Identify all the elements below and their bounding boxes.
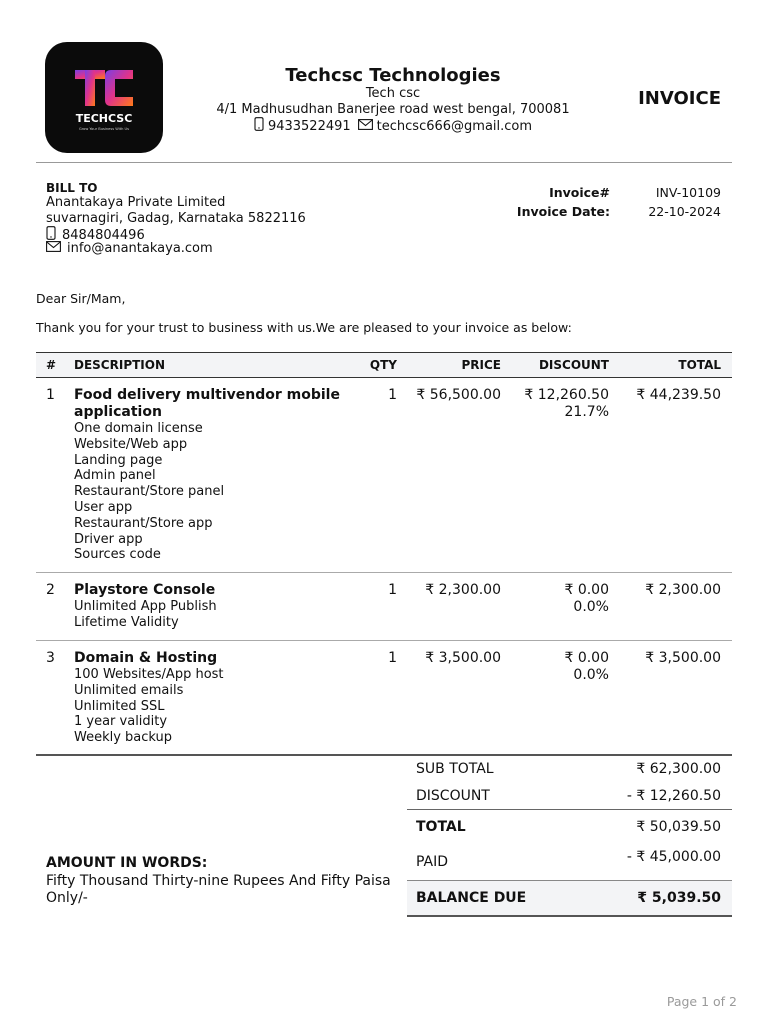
item-detail: Restaurant/Store panel — [74, 484, 225, 500]
item-title: Food delivery multivendor mobile application — [74, 387, 340, 420]
bill-to-label: BILL TO — [46, 181, 98, 195]
row-discount-amount: ₹ 0.00 — [564, 650, 609, 666]
col-description: DESCRIPTION — [74, 358, 166, 372]
table-bottom-border — [36, 754, 732, 756]
item-detail: 100 Websites/App host — [74, 667, 224, 682]
row-qty: 1 — [388, 387, 397, 403]
item-detail: 1 year validity — [74, 714, 168, 730]
col-qty: QTY — [369, 358, 397, 372]
page-number: Page 1 of 2 — [666, 994, 737, 1009]
company-phone: 9433522491 — [267, 118, 351, 134]
phone-icon — [254, 117, 264, 135]
balance-due-label: BALANCE DUE — [416, 890, 527, 906]
row-discount — [564, 650, 609, 684]
row-description — [74, 582, 364, 631]
bill-to-email-line — [46, 241, 213, 257]
mail-icon — [358, 119, 373, 134]
total-label: TOTAL — [416, 819, 466, 835]
item-detail: Admin panel — [74, 468, 156, 484]
col-discount: DISCOUNT — [538, 358, 609, 372]
row-num: 3 — [46, 650, 55, 666]
col-price: PRICE — [461, 358, 501, 372]
row-divider — [36, 572, 732, 573]
col-num: # — [46, 358, 57, 372]
item-title: Domain & Hosting — [74, 650, 218, 666]
item-detail: Website/Web app — [74, 436, 188, 452]
header-divider — [36, 162, 732, 163]
company-logo — [45, 42, 163, 153]
table-header — [36, 352, 732, 378]
paid-value: - ₹ 45,000.00 — [626, 849, 721, 865]
subtotal-value: ₹ 62,300.00 — [636, 761, 721, 777]
paid-label: PAID — [416, 854, 449, 870]
bill-to-address: suvarnagiri, Gadag, Karnataka 5822116 — [46, 211, 306, 226]
item-detail: Unlimited SSL — [74, 698, 165, 714]
company-address: 4/1 Madhusudhan Banerjee road west bengal, 700081 — [216, 102, 570, 117]
item-detail: Restaurant/Store app — [74, 515, 213, 531]
row-discount — [524, 387, 609, 421]
row-description — [74, 650, 364, 746]
invoice-number-label: Invoice# — [549, 185, 610, 200]
row-total: ₹ 2,300.00 — [645, 582, 721, 598]
row-discount-amount: ₹ 12,260.50 — [524, 387, 609, 403]
bill-to-name: Anantakaya Private Limited — [46, 195, 226, 210]
row-num: 2 — [46, 582, 55, 598]
item-title: Playstore Console — [74, 582, 216, 598]
row-num: 1 — [46, 387, 55, 403]
row-discount — [564, 582, 609, 616]
mail-icon — [46, 241, 61, 257]
company-contact — [200, 117, 586, 135]
logo-wordmark: TECHCSC — [75, 112, 133, 125]
item-detail: Unlimited emails — [74, 682, 184, 698]
discount-value: - ₹ 12,260.50 — [626, 788, 721, 804]
document-title: INVOICE — [638, 88, 721, 109]
item-detail: Landing page — [74, 452, 163, 468]
balance-due-value: ₹ 5,039.50 — [637, 890, 721, 906]
amount-in-words: Fifty Thousand Thirty-nine Rupees And Fifty Paisa Only/- — [46, 873, 391, 906]
company-name: Techcsc Technologies — [285, 65, 501, 86]
subtotal-label: SUB TOTAL — [416, 761, 494, 777]
invoice-date: 22-10-2024 — [648, 204, 721, 219]
total-value: ₹ 50,039.50 — [636, 819, 721, 835]
logo-slogan: Grow Your Business With Us — [78, 127, 130, 131]
item-detail: Unlimited App Publish — [74, 599, 217, 614]
item-detail: Driver app — [74, 531, 143, 547]
intro-text: Thank you for your trust to business with us.We are pleased to your invoice as below: — [36, 320, 572, 335]
row-qty: 1 — [388, 582, 397, 598]
bill-to-email: info@anantakaya.com — [67, 241, 213, 256]
row-qty: 1 — [388, 650, 397, 666]
amount-in-words-label: AMOUNT IN WORDS: — [46, 855, 208, 871]
discount-label: DISCOUNT — [416, 788, 490, 804]
invoice-date-label: Invoice Date: — [516, 204, 610, 219]
row-divider — [36, 640, 732, 641]
row-discount-percent: 0.0% — [573, 667, 609, 683]
balance-due-row — [407, 880, 732, 917]
row-price: ₹ 3,500.00 — [425, 650, 501, 666]
row-description — [74, 387, 364, 563]
row-discount-amount: ₹ 0.00 — [564, 582, 609, 598]
row-discount-percent: 21.7% — [564, 404, 609, 420]
item-detail: One domain license — [74, 421, 203, 436]
company-email: techcsc666@gmail.com — [376, 118, 533, 134]
invoice-number: INV-10109 — [655, 185, 721, 200]
logo-graphic — [45, 42, 163, 153]
totals-divider — [407, 809, 732, 810]
row-discount-percent: 0.0% — [573, 599, 609, 615]
company-tagline: Tech csc — [365, 86, 421, 101]
col-total: TOTAL — [678, 358, 721, 372]
row-total: ₹ 44,239.50 — [636, 387, 721, 403]
bill-to-phone: 8484804496 — [62, 227, 145, 243]
item-detail: Lifetime Validity — [74, 614, 179, 630]
row-total: ₹ 3,500.00 — [645, 650, 721, 666]
row-price: ₹ 2,300.00 — [425, 582, 501, 598]
item-detail: Weekly backup — [74, 730, 173, 746]
row-price: ₹ 56,500.00 — [416, 387, 501, 403]
item-detail: Sources code — [74, 547, 161, 563]
item-detail: User app — [74, 499, 133, 515]
greeting: Dear Sir/Mam, — [36, 291, 126, 306]
